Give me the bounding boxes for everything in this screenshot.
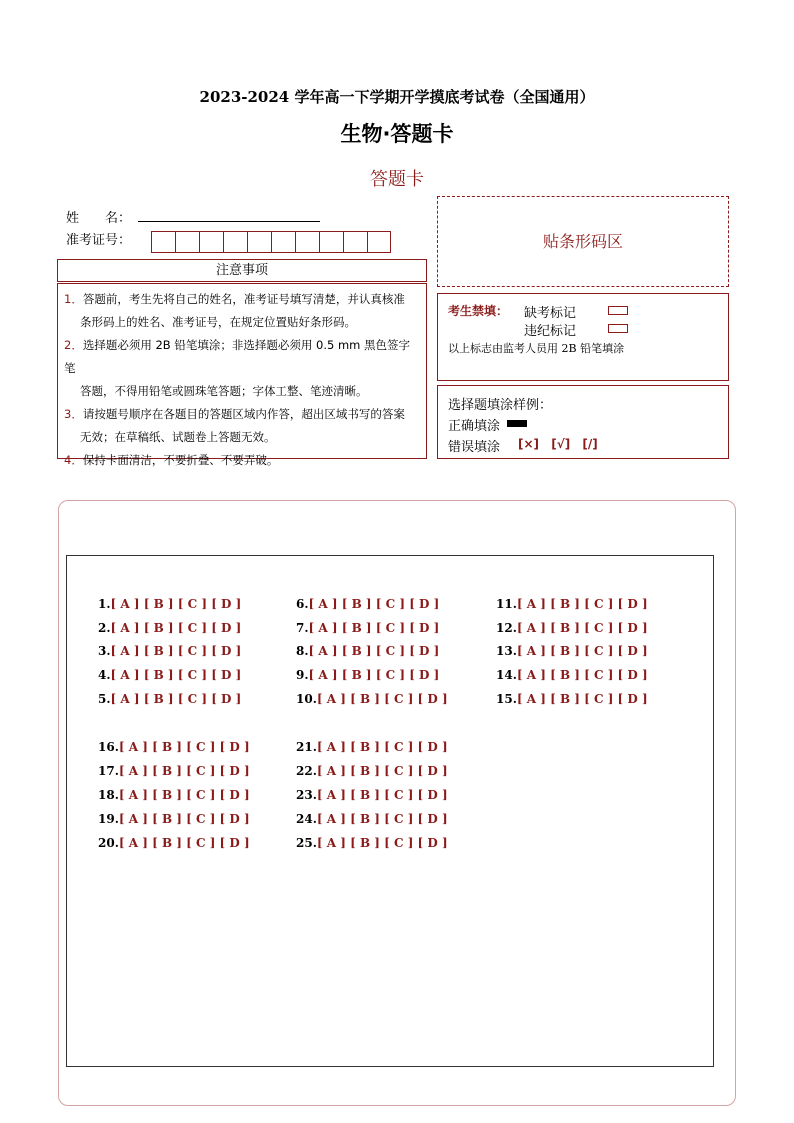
question-item[interactable] — [98, 668, 241, 682]
exam-title: 2023-2024 学年高一下学期开学摸底考试卷（全国通用） — [199, 88, 595, 106]
fill-sample-title: 选择题填涂样例： — [448, 398, 553, 413]
question-number: 9. — [296, 668, 309, 682]
question-item[interactable] — [496, 692, 648, 706]
answer-options[interactable]: [ A ] [ B ] [ C ] [ D ] — [110, 668, 242, 682]
question-number: 14. — [496, 668, 517, 682]
answer-options[interactable]: [ A ] [ B ] [ C ] [ D ] — [516, 692, 648, 706]
barcode-area: 贴条形码区 — [437, 196, 729, 287]
question-number: 22. — [296, 764, 317, 778]
answer-options[interactable]: [ A ] [ B ] [ C ] [ D ] — [118, 740, 250, 754]
question-number: 23. — [296, 788, 317, 802]
notice-item-line2: 条形码上的姓名、准考证号，在规定位置贴好条形码。 — [80, 315, 356, 329]
question-number: 5. — [98, 692, 111, 706]
question-item[interactable] — [296, 692, 448, 706]
question-item[interactable] — [296, 644, 439, 658]
notice-item-line1: 选择题必须用 2B 铅笔填涂；非选择题必须用 0.5 mm 黑色签字笔 — [64, 338, 411, 375]
forbidden-note: 以上标志由监考人员用 2B 铅笔填涂 — [448, 342, 625, 355]
question-item[interactable] — [496, 668, 648, 682]
notice-item-number: 3． — [64, 407, 83, 421]
wrong-fill-samples — [518, 437, 598, 451]
question-number: 10. — [296, 692, 317, 706]
question-number: 7. — [296, 621, 309, 635]
correct-fill-sample — [507, 420, 527, 427]
question-item[interactable] — [98, 788, 250, 802]
question-item[interactable] — [296, 836, 448, 850]
question-number: 13. — [496, 644, 517, 658]
wrong-mark-sample: [×] — [518, 437, 540, 451]
id-digit-box[interactable] — [319, 231, 343, 253]
fill-sample-box — [437, 385, 729, 459]
question-item[interactable] — [98, 692, 241, 706]
answer-options[interactable]: [ A ] [ B ] [ C ] [ D ] — [516, 621, 648, 635]
id-digit-box[interactable] — [343, 231, 367, 253]
answer-options[interactable]: [ A ] [ B ] [ C ] [ D ] — [110, 692, 242, 706]
id-digit-box[interactable] — [175, 231, 199, 253]
id-digit-box[interactable] — [199, 231, 223, 253]
question-number: 17. — [98, 764, 119, 778]
notice-item — [64, 403, 420, 426]
notice-item-number: 4． — [64, 453, 83, 467]
id-digit-box[interactable] — [271, 231, 295, 253]
notice-list — [57, 283, 427, 467]
question-number: 20. — [98, 836, 119, 850]
answer-options[interactable]: [ A ] [ B ] [ C ] [ D ] — [110, 644, 242, 658]
question-item[interactable] — [496, 597, 648, 611]
id-digit-box[interactable] — [151, 231, 175, 253]
absent-mark-box[interactable] — [608, 306, 628, 315]
answer-options[interactable]: [ A ] [ B ] [ C ] [ D ] — [316, 836, 448, 850]
question-item[interactable] — [296, 597, 439, 611]
question-item[interactable] — [98, 764, 250, 778]
question-number: 16. — [98, 740, 119, 754]
notice-item-line2: 答题，不得用铅笔或圆珠笔答题；字体工整、笔迹清晰。 — [80, 384, 368, 398]
question-number: 11. — [496, 597, 517, 611]
notice-item — [64, 449, 420, 472]
question-number: 18. — [98, 788, 119, 802]
card-title: 答题卡 — [370, 169, 424, 190]
question-item[interactable] — [98, 597, 241, 611]
question-item[interactable] — [296, 812, 448, 826]
notice-item-number: 1． — [64, 292, 83, 306]
subject-title: 生物·答题卡 — [340, 122, 454, 146]
id-digit-box[interactable] — [367, 231, 391, 253]
question-item[interactable] — [98, 621, 241, 635]
question-number: 12. — [496, 621, 517, 635]
question-number: 3. — [98, 644, 111, 658]
forbidden-box — [437, 293, 729, 381]
question-item[interactable] — [496, 644, 648, 658]
answer-options[interactable]: [ A ] [ B ] [ C ] [ D ] — [118, 836, 250, 850]
question-item[interactable] — [296, 621, 439, 635]
answer-options[interactable]: [ A ] [ B ] [ C ] [ D ] — [308, 644, 440, 658]
question-item[interactable] — [296, 788, 448, 802]
question-number: 15. — [496, 692, 517, 706]
answer-options[interactable]: [ A ] [ B ] [ C ] [ D ] — [118, 812, 250, 826]
notice-item-line1: 答题前，考生先将自己的姓名，准考证号填写清楚，并认真核准 — [82, 292, 405, 306]
id-digit-box[interactable] — [295, 231, 319, 253]
notice-item-line1: 请按题号顺序在各题目的答题区域内作答，超出区域书写的答案 — [82, 407, 405, 421]
notice-item-number: 2． — [64, 338, 83, 352]
forbidden-label: 考生禁填： — [448, 304, 509, 318]
question-item[interactable] — [296, 668, 439, 682]
answer-options[interactable]: [ A ] [ B ] [ C ] [ D ] — [118, 764, 250, 778]
question-number: 6. — [296, 597, 309, 611]
id-digit-box[interactable] — [247, 231, 271, 253]
question-number: 21. — [296, 740, 317, 754]
question-number: 4. — [98, 668, 111, 682]
correct-fill-label: 正确填涂 — [448, 419, 501, 434]
answer-options[interactable]: [ A ] [ B ] [ C ] [ D ] — [316, 764, 448, 778]
question-item[interactable] — [496, 621, 648, 635]
question-number: 25. — [296, 836, 317, 850]
violation-mark-box[interactable] — [608, 324, 628, 333]
id-digit-box[interactable] — [223, 231, 247, 253]
answer-options[interactable]: [ A ] [ B ] [ C ] [ D ] — [316, 692, 448, 706]
notice-heading: 注意事项 — [57, 259, 427, 282]
question-item[interactable] — [296, 740, 448, 754]
wrong-mark-sample: [√] — [551, 437, 571, 451]
notice-item-line2: 无效；在草稿纸、试题卷上答题无效。 — [80, 430, 276, 444]
name-input-line[interactable] — [138, 221, 320, 222]
absent-label: 缺考标记 — [524, 306, 577, 321]
question-number: 19. — [98, 812, 119, 826]
question-item[interactable] — [296, 764, 448, 778]
wrong-fill-label: 错误填涂 — [448, 440, 501, 455]
answer-options[interactable]: [ A ] [ B ] [ C ] [ D ] — [516, 668, 648, 682]
question-item[interactable] — [98, 740, 250, 754]
violation-label: 违纪标记 — [524, 324, 577, 339]
wrong-mark-sample: [/] — [582, 437, 598, 451]
name-label: 姓 名： — [66, 211, 132, 226]
answer-options[interactable]: [ A ] [ B ] [ C ] [ D ] — [110, 597, 242, 611]
question-number: 24. — [296, 812, 317, 826]
answer-options[interactable]: [ A ] [ B ] [ C ] [ D ] — [110, 621, 242, 635]
answer-options[interactable]: [ A ] [ B ] [ C ] [ D ] — [516, 644, 648, 658]
answer-options[interactable]: [ A ] [ B ] [ C ] [ D ] — [316, 740, 448, 754]
id-label: 准考证号： — [66, 233, 132, 248]
answer-options[interactable]: [ A ] [ B ] [ C ] [ D ] — [118, 788, 250, 802]
answer-options[interactable]: [ A ] [ B ] [ C ] [ D ] — [308, 597, 440, 611]
notice-item — [64, 334, 420, 380]
question-number: 2. — [98, 621, 111, 635]
id-number-boxes[interactable] — [151, 231, 391, 253]
notice-item-line1: 保持卡面清洁，不要折叠、不要弄破。 — [82, 453, 279, 467]
question-number: 8. — [296, 644, 309, 658]
question-number: 1. — [98, 597, 111, 611]
question-item[interactable] — [98, 644, 241, 658]
answer-options[interactable]: [ A ] [ B ] [ C ] [ D ] — [308, 621, 440, 635]
answer-options[interactable]: [ A ] [ B ] [ C ] [ D ] — [308, 668, 440, 682]
notice-item — [64, 288, 420, 311]
answer-options[interactable]: [ A ] [ B ] [ C ] [ D ] — [316, 812, 448, 826]
question-item[interactable] — [98, 812, 250, 826]
answer-options[interactable]: [ A ] [ B ] [ C ] [ D ] — [316, 788, 448, 802]
question-item[interactable] — [98, 836, 250, 850]
answer-options[interactable]: [ A ] [ B ] [ C ] [ D ] — [516, 597, 648, 611]
